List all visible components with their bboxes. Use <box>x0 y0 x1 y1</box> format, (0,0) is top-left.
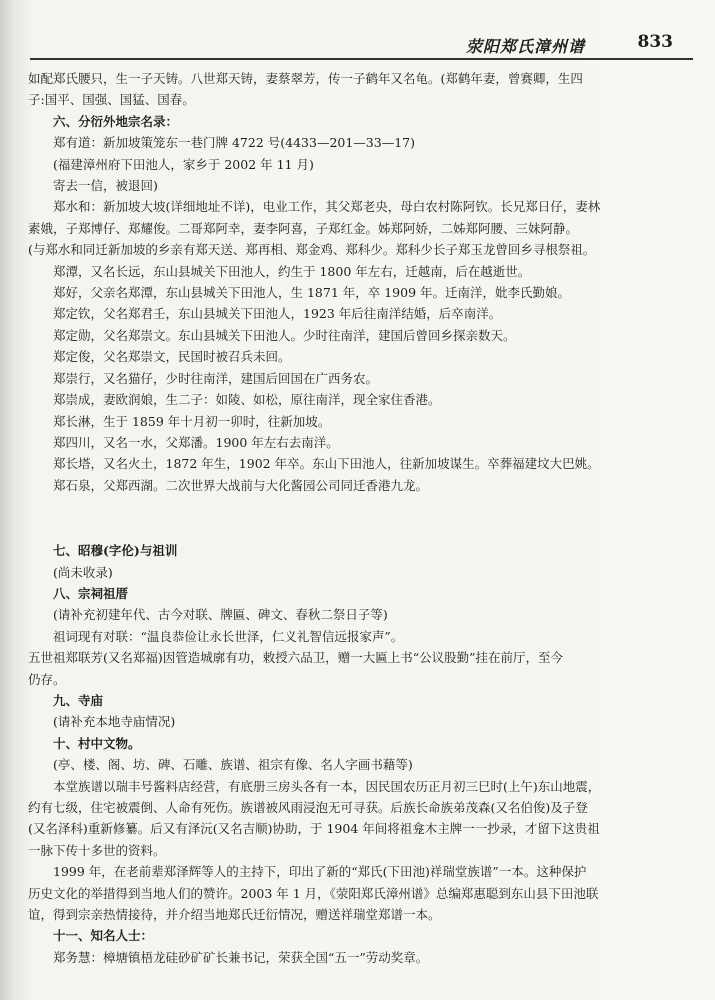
text-line: 历史文化的举措得到当地人们的赞许。2003 年 1 月，《荥阳郑氏漳州谱》总编郑惠聪到东山县下田池联 <box>28 885 599 901</box>
text-line: 谊，得到宗亲热情接待，并介绍当地郑氏迁衍情况，赠送祥瑞堂郑谱一本。 <box>28 907 441 923</box>
text-line: 约有七级，住宅被震倒、人命有死伤。族谱被风雨浸泡无可寻获。后族长命族弟茂森(又名伯俊)及子登 <box>28 800 588 815</box>
text-line: 一脉下传十多世的资料。 <box>28 842 166 858</box>
text-line: (亭、楼、阁、坊、碑、石雕、族谱、祖宗有像、名人字画书藉等) <box>53 757 413 773</box>
page-body <box>28 68 688 968</box>
text-line: (又名泽科)重新修纂。后又有泽沅(又名吉顺)协助，于 1904 年间将祖龛木主牌一一抄录，才留下这贵祖 <box>28 821 600 837</box>
text-line: 子:国平、国强、国猛、国春。 <box>28 92 195 108</box>
text-line: 郑崇成，妻欧润娘，生二子：如陵、如松，原往南洋，现全家住香港。 <box>53 392 441 408</box>
text-line: 如配郑氏腰只，生一子天铸。八世郑天铸，妻蔡翠芳，传一子鹤年又名龟。(郑鹤年妻，曾赛卿，生四 <box>28 71 583 86</box>
text-line: 郑定钦，父名郑君壬，东山县城关下田池人，1923 年后往南洋结婚，后卒南洋。 <box>53 306 502 322</box>
text-line: 祖词现有对联：“温良恭俭让永长世泽，仁义礼智信远报家声”。 <box>53 628 404 644</box>
text-line: (请补充本地寺庙情况) <box>53 714 176 730</box>
section-gap <box>28 496 688 518</box>
text-line: 郑石泉，父郑西湖。二次世界大战前与大化酱园公司同迁香港九龙。 <box>53 477 429 493</box>
header-rule <box>30 58 693 60</box>
section-heading: 十一、知名人士： <box>53 928 154 944</box>
text-line: 郑潭，又名长远，东山县城关下田池人，约生于 1800 年左右，迁越南，后在越逝世。 <box>53 263 531 279</box>
text-line: 本堂族谱以瑞丰号酱料店经营，有底册三房头各有一本，因民国农历正月初三巳时(上午)东山地震， <box>53 778 601 794</box>
text-line: 郑四川，又名一水，父郑潘。1900 年左右去南洋。 <box>53 434 339 450</box>
text-line: 五世祖郑联芳(又名郑福)因管造城廓有功，敕授六品卫，赠一大匾上书“公议股勤”挂在前厅，至今 <box>28 650 564 666</box>
text-line: 郑定勋，父名郑崇文。东山县城关下田池人。少时往南洋，建国后曾回乡探亲数天。 <box>53 327 516 343</box>
page-number: 833 <box>637 32 673 52</box>
section-heading: 六、分衍外地宗名录： <box>53 113 179 129</box>
text-line: 郑定俊，父名郑崇文，民国时被召兵未回。 <box>53 349 291 365</box>
text-line: 郑崇行，又名猫仔，少时往南洋，建国后回国在广西务农。 <box>53 370 379 386</box>
text-line: 仍存。 <box>28 671 66 687</box>
text-line: (与郑水和同迁新加坡的乡亲有郑天送、郑再相、郑金鸡、郑科少。郑科少长子郑玉龙曾回乡寻根祭祖。 <box>28 242 596 258</box>
section-heading: 八、宗祠祖厝 <box>53 585 129 601</box>
text-line: 寄去一信，被退回) <box>53 178 158 194</box>
text-line: (福建漳州府下田池人，家乡于 2002 年 11 月) <box>53 156 314 172</box>
section-heading: 七、昭穆(字伦)与祖训 <box>53 543 178 559</box>
text-line: 郑水和：新加坡大坡(详细地址不详)，电业工作，其父郑老央，母白农村陈阿钦。长兄郑日仔，妻林 <box>53 199 601 215</box>
text-line: 1999 年，在老前辈郑泽辉等人的主持下，印出了新的“郑氏(下田池)祥瑞堂族谱”一本。这种保护 <box>53 864 587 880</box>
text-line: (尚未收录) <box>53 564 113 580</box>
section-heading: 九、寺庙 <box>53 692 104 708</box>
section-heading: 十、村中文物。 <box>53 735 141 751</box>
text-line: 郑长塔，又名火土，1872 年生，1902 年卒。东山下田池人，往新加坡谋生。卒葬福建坟大巴姚。 <box>53 456 600 472</box>
text-line: 郑长淋，生于 1859 年十月初一卯时，往新加坡。 <box>53 413 331 429</box>
text-line: (请补充初建年代、古今对联、牌匾、碑文、春秋二祭日子等) <box>53 607 388 623</box>
text-line: 素娥，子郑博仔、郑耀俊。二哥郑阿幸，妻李阿喜，子郑红金。姊郑阿娇，二姊郑阿腰、三妹阿静。 <box>28 220 579 236</box>
running-title: 荥阳郑氏漳州谱 <box>465 37 585 56</box>
text-line: 郑务慧：樟塘镇梧龙硅砂矿矿长兼书记，荣获全国“五一”劳动奖章。 <box>53 949 429 965</box>
text-line: 郑有道：新加坡策笼东一巷门牌 4722 号(4433—201—33—17) <box>53 135 415 151</box>
page-header <box>30 30 693 58</box>
text-line: 郑好，父亲名郑潭，东山县城关下田池人，生 1871 年，卒 1909 年。迁南洋，妣李氏勤娘。 <box>53 285 571 301</box>
section-gap <box>28 518 688 540</box>
